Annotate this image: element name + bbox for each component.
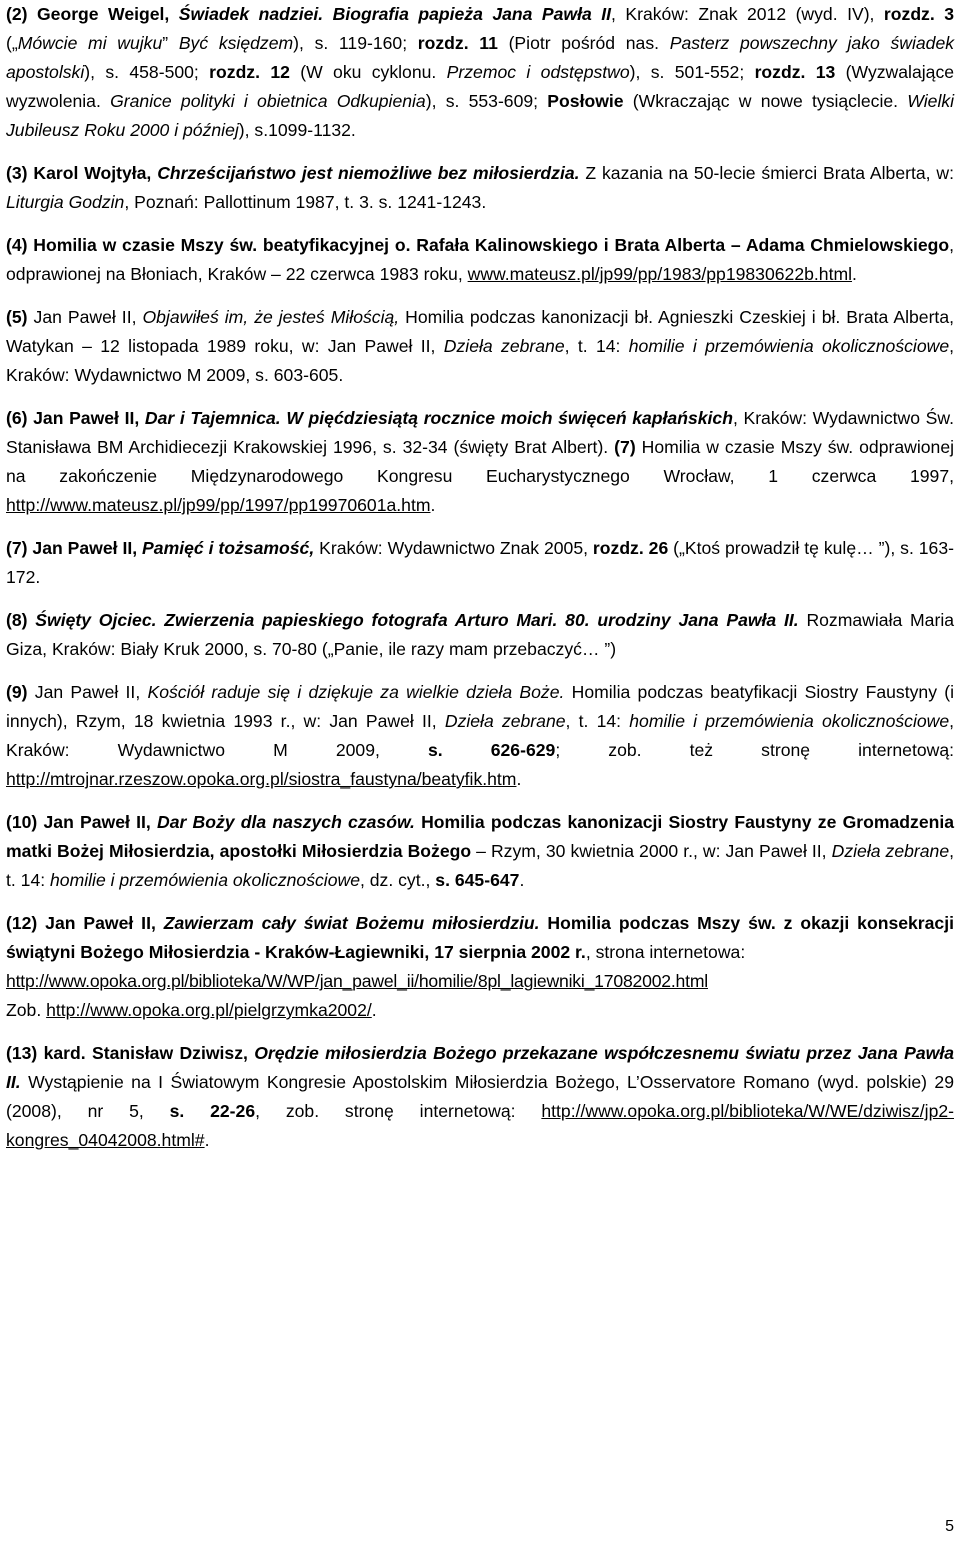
web-link[interactable]: http://mtrojnar.rzeszow.opoka.org.pl/siostra_faustyna/beatyfik.htm (6, 769, 517, 789)
source-title: Dzieła zebrane (831, 841, 950, 861)
text-span: Homilia w czasie Mszy św. odprawionej na zakończenie Międzynarodowego Kongresu Eucharystycznego Wrocław, 1 czerwca 1997, (6, 437, 955, 486)
entry-number: (9) (6, 682, 28, 702)
source-title: Dzieła zebrane (443, 336, 565, 356)
work-title: Chrześcijaństwo jest niemożliwe bez miłosierdzia. (157, 163, 580, 183)
text-span: , strona internetowa: (585, 942, 746, 962)
work-title: Dar Boży dla naszych czasów. (157, 812, 415, 832)
author: Jan Paweł II, (34, 682, 141, 702)
text-span: . (519, 870, 525, 890)
text-span: Homilia podczas beatyfikacji Siostry Faustyny (i innych), Rzym, 18 kwietnia 1993 r., w: Jan Paweł II, (6, 682, 955, 731)
bibliography-entry-4 (6, 231, 954, 289)
work-subtitle: W pięćdziesiątą rocznice moich święceń kapłańskich (286, 408, 733, 428)
text-span: , t. 14: (565, 711, 622, 731)
work-description: Homilia podczas kanonizacji Siostry Faustyny ze Gromadzenia matki Bożej Miłosierdzia, apostołki Miłosierdzia Bożego (6, 812, 955, 861)
text-span: . (204, 1130, 210, 1150)
text-span: ), s. 119-160; (293, 33, 408, 53)
text-span: , Kraków: Wydawnictwo M 2009, s. 603-605. (6, 336, 954, 385)
work-title: Dar i Tajemnica. (144, 408, 281, 428)
document-page (6, 0, 954, 1155)
entry-number: (5) (6, 307, 28, 327)
chapter-ref: Posłowie (547, 91, 624, 111)
chapter-title: Przemoc i odstępstwo (446, 62, 630, 82)
chapter-ref: rozdz. 26 (592, 538, 669, 558)
entry-heading: (6) Jan Paweł II, (6, 408, 140, 428)
entry-heading: (3) Karol Wojtyła, (6, 163, 152, 183)
text-span: – Rzym, 30 kwietnia 2000 r., w: Jan Paweł II, (476, 841, 827, 861)
text-span: Kraków: Wydawnictwo Znak 2005, (319, 538, 588, 558)
text-span: , t. 14: (564, 336, 621, 356)
text-span: . (430, 495, 436, 515)
work-title: Zawierzam cały świat Bożemu miłosierdziu. (163, 913, 540, 933)
page-range: s. 22-26 (169, 1101, 256, 1121)
text-span: , odprawionej na Błoniach, Kraków – 22 czerwca 1983 roku, (6, 235, 954, 284)
bibliography-entry-2 (6, 0, 954, 145)
text-span: Rozmawiała Maria Giza, Kraków: Biały Kruk 2000, s. 70-80 („Panie, ile razy mam przebaczyć… ”) (6, 610, 955, 659)
text-span: ), s. 553-609; (425, 91, 539, 111)
text-span: , t. 14: (6, 841, 955, 890)
text-span: ), s. 458-500; (84, 62, 199, 82)
author: George Weigel, (36, 4, 170, 24)
text-span: ” (162, 33, 169, 53)
chapter-title: Granice polityki i obietnica Odkupienia (110, 91, 426, 111)
bibliography-entry-13 (6, 1039, 954, 1155)
text-span: („ (6, 33, 18, 53)
work-title: Objawiłeś im, że jesteś Miłością, (142, 307, 400, 327)
text-span: Wystąpienie na I Światowym Kongresie Apostolskim Miłosierdzia Bożego, L’Osservatore Romano (wyd. polskie) 29 (2008), nr 5, (6, 1072, 955, 1121)
entry-heading: (7) Jan Paweł II, (6, 538, 138, 558)
work-title: Pamięć i tożsamość, (142, 538, 315, 558)
text-span: Homilia podczas kanonizacji bł. Agnieszki Czeskiej i bł. Brata Alberta, Watykan – 12 listopada 1989 roku, w: Jan Paweł II, (6, 307, 954, 356)
bibliography-entry-8 (6, 606, 954, 664)
text-span: , dz. cyt., (360, 870, 431, 890)
entry-heading: (4) Homilia w czasie Mszy św. beatyfikacyjnej o. Rafała Kalinowskiego i Brata Alberta – Adama Chmielowskiego (6, 235, 950, 255)
chapter-title: Mówcie mi wujku (17, 33, 163, 53)
page-number: 5 (945, 1518, 954, 1535)
text-span: . (516, 769, 522, 789)
entry-number: (7) (614, 437, 636, 457)
text-span: Z kazania na 50-lecie śmierci Brata Alberta, w: (585, 163, 954, 183)
publication-info: , Kraków: Znak 2012 (wyd. IV), (611, 4, 875, 24)
chapter-ref: rozdz. 12 (209, 62, 290, 82)
entry-number: (2) (6, 4, 28, 24)
web-link[interactable]: www.mateusz.pl/jp99/pp/1983/pp19830622b.html (467, 264, 853, 284)
text-span: . (852, 264, 857, 284)
web-link[interactable]: http://www.mateusz.pl/jp99/pp/1997/pp19970601a.htm (6, 495, 431, 515)
text-span: (W oku cyklonu. (300, 62, 437, 82)
work-title: Orędzie miłosierdzia Bożego przekazane współczesnemu światu przez Jana Pawła II. (6, 1043, 955, 1092)
chapter-title: Wielki Jubileusz Roku 2000 i później (6, 91, 955, 140)
bibliography-entry-10 (6, 808, 954, 895)
bibliography-entry-9 (6, 678, 954, 794)
volume-title: homilie i przemówienia okolicznościowe (50, 870, 360, 890)
web-link[interactable]: http://www.opoka.org.pl/biblioteka/W/WP/jan_pawel_ii/homilie/8pl_lagiewniki_17082002.html (6, 971, 708, 991)
page-range: s. 645-647 (435, 870, 520, 890)
bibliography-entry-6 (6, 404, 954, 520)
work-description: Homilia podczas Mszy św. z okazji konsekracji świątyni Bożego Miłosierdzia - Kraków-Łagiewniki, 17 sierpnia 2002 r. (6, 913, 954, 962)
source-title: Liturgia Godzin (6, 192, 125, 212)
text-span: , Kraków: Wydawnictwo M 2009, (6, 711, 955, 760)
work-title: Święty Ojciec. Zwierzenia papieskiego fotografa Arturo Mari. 80. urodziny Jana Pawła II. (35, 610, 799, 630)
bibliography-entry-12 (6, 909, 954, 1025)
web-link[interactable]: http://www.opoka.org.pl/pielgrzymka2002/ (46, 1000, 372, 1020)
text-span: ), s. 501-552; (629, 62, 745, 82)
text-span: (Piotr pośród nas. (508, 33, 660, 53)
bibliography-entry-5 (6, 303, 954, 390)
chapter-ref: rozdz. 13 (754, 62, 836, 82)
volume-title: homilie i przemówienia okolicznościowe (628, 336, 950, 356)
text-span: ), s.1099-1132. (238, 120, 356, 140)
page-range: s. 626-629 (427, 740, 556, 760)
chapter-ref: rozdz. 11 (417, 33, 498, 53)
chapter-title: Pasterz powszechny jako świadek apostolski (6, 33, 955, 82)
text-span: . (371, 1000, 377, 1020)
entry-number: (8) (6, 610, 28, 630)
bibliography-entry-3 (6, 159, 954, 217)
volume-title: homilie i przemówienia okolicznościowe (629, 711, 950, 731)
text-span: , zob. stronę internetową: (255, 1101, 516, 1121)
book-title: Świadek nadziei. Biografia papieża Jana Pawła II (178, 4, 612, 24)
entry-heading: (13) kard. Stanisław Dziwisz, (6, 1043, 248, 1063)
source-title: Dzieła zebrane (444, 711, 566, 731)
web-link[interactable]: http://www.opoka.org.pl/biblioteka/W/WE/dziwisz/jp2-kongres_04042008.html# (6, 1101, 954, 1150)
text-span: („Ktoś prowadził tę kulę… ”), s. 163-172. (6, 538, 954, 587)
author: Jan Paweł II, (33, 307, 137, 327)
bibliography-entry-7 (6, 534, 954, 592)
text-span: ; zob. też stronę internetową: (555, 740, 954, 760)
text-span: Zob. (6, 1000, 42, 1020)
entry-heading: (10) Jan Paweł II, (6, 812, 151, 832)
text-span: , Kraków: Wydawnictwo Św. Stanisława BM Archidiecezji Krakowskiej 1996, s. 32-34 (święty Brat Albert). (6, 408, 955, 457)
chapter-title: Być księdzem (178, 33, 294, 53)
text-span: (Wyzwalające wyzwolenia. (6, 62, 955, 111)
work-title: Kościół raduje się i dziękuje za wielkie dzieła Boże. (147, 682, 565, 702)
text-span: (Wkraczając w nowe tysiąclecie. (632, 91, 899, 111)
entry-heading: (12) Jan Paweł II, (6, 913, 156, 933)
text-span: , Poznań: Pallottinum 1987, t. 3. s. 1241-1243. (124, 192, 487, 212)
chapter-ref: rozdz. 3 (883, 4, 954, 24)
